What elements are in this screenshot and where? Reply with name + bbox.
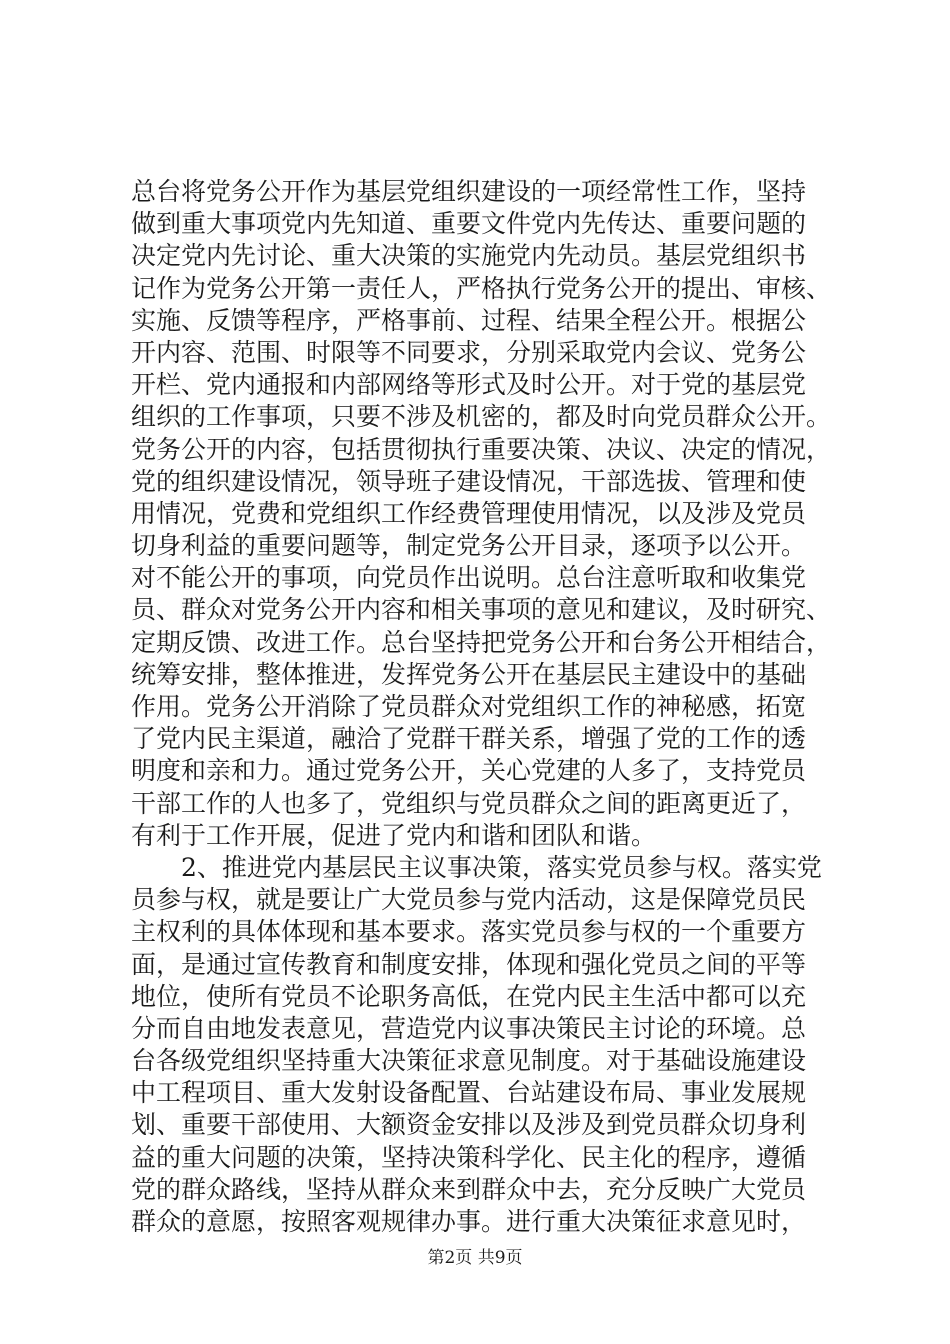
- text-line: 做到重大事项党内先知道、重要文件党内先传达、重要问题的: [131, 209, 807, 239]
- text-line: 2、推进党内基层民主议事决策，落实党员参与权。落实党: [181, 852, 822, 882]
- text-line: 面，是通过宣传教育和制度安排，体现和强化党员之间的平等: [131, 949, 807, 979]
- text-line: 对不能公开的事项，向党员作出说明。总台注意听取和收集党: [131, 563, 807, 593]
- text-line: 党务公开的内容，包括贯彻执行重要决策、决议、决定的情况，: [131, 434, 832, 464]
- text-line: 作用。党务公开消除了党员群众对党组织工作的神秘感，拓宽: [131, 692, 807, 721]
- text-line: 党的群众路线，坚持从群众来到群众中去，充分反映广大党员: [131, 1174, 807, 1204]
- text-line: 党的组织建设情况，领导班子建设情况，干部选拔、管理和使: [131, 466, 807, 496]
- text-line: 用情况，党费和党组织工作经费管理使用情况，以及涉及党员: [131, 498, 807, 528]
- text-line: 总台将党务公开作为基层党组织建设的一项经常性工作，坚持: [131, 177, 807, 206]
- text-line: 划、重要干部使用、大额资金安排以及涉及到党员群众切身利: [131, 1110, 807, 1140]
- text-line: 决定党内先讨论、重大决策的实施党内先动员。基层党组织书: [131, 241, 807, 271]
- text-line: 员、群众对党务公开内容和相关事项的意见和建议，及时研究、: [131, 595, 832, 625]
- text-line: 中工程项目、重大发射设备配置、台站建设布局、事业发展规: [131, 1078, 807, 1108]
- text-line: 统筹安排，整体推进，发挥党务公开在基层民主建设中的基础: [131, 659, 807, 689]
- text-line: 明度和亲和力。通过党务公开，关心党建的人多了，支持党员: [131, 756, 807, 786]
- text-line: 开内容、范围、时限等不同要求，分别采取党内会议、党务公: [131, 337, 807, 367]
- page-footer: 第2页 共9页: [427, 1248, 523, 1268]
- text-line: 有利于工作开展，促进了党内和谐和团队和谐。: [131, 820, 657, 850]
- text-line: 分而自由地发表意见，营造党内议事决策民主讨论的环境。总: [131, 1013, 807, 1043]
- text-line: 切身利益的重要问题等，制定党务公开目录，逐项予以公开。: [131, 531, 807, 561]
- body-text: [131, 176, 831, 1238]
- text-line: 地位，使所有党员不论职务高低，在党内民主生活中都可以充: [131, 981, 807, 1011]
- text-line: 主权利的具体体现和基本要求。落实党员参与权的一个重要方: [131, 917, 807, 947]
- text-line: 台各级党组织坚持重大决策征求意见制度。对于基础设施建设: [131, 1046, 807, 1076]
- text-line: 群众的意愿，按照客观规律办事。进行重大决策征求意见时，: [131, 1207, 807, 1236]
- text-line: 实施、反馈等程序，严格事前、过程、结果全程公开。根据公: [131, 305, 807, 335]
- text-line: 记作为党务公开第一责任人，严格执行党务公开的提出、审核、: [131, 273, 832, 303]
- text-line: 组织的工作事项，只要不涉及机密的，都及时向党员群众公开。: [131, 402, 832, 432]
- text-line: 开栏、党内通报和内部网络等形式及时公开。对于党的基层党: [131, 370, 807, 400]
- text-line: 定期反馈、改进工作。总台坚持把党务公开和台务公开相结合，: [131, 627, 832, 657]
- text-line: 员参与权，就是要让广大党员参与党内活动，这是保障党员民: [131, 885, 807, 915]
- text-line: 干部工作的人也多了，党组织与党员群众之间的距离更近了，: [131, 788, 807, 818]
- text-line: 了党内民主渠道，融洽了党群干群关系，增强了党的工作的透: [131, 724, 807, 754]
- text-line: 益的重大问题的决策，坚持决策科学化、民主化的程序，遵循: [131, 1142, 807, 1172]
